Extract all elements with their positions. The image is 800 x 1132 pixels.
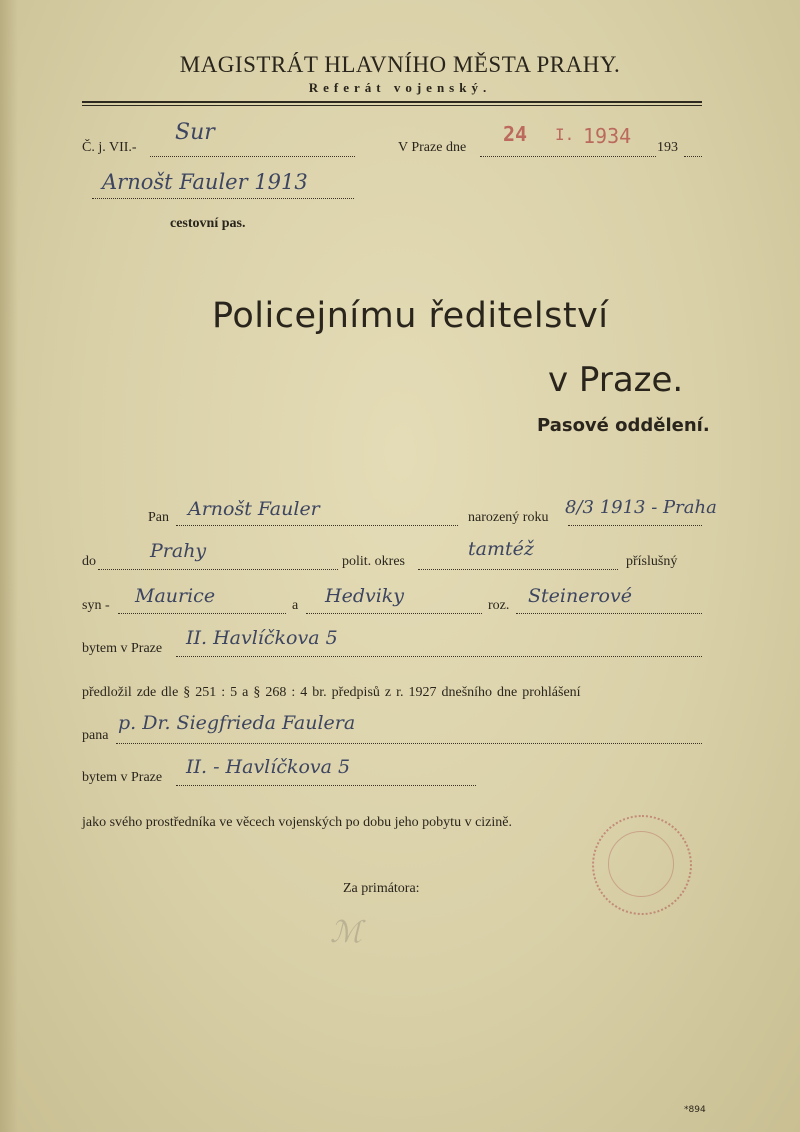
bytem2-dotted-line [176, 784, 476, 786]
date-dotted-line [480, 155, 656, 157]
faded-signature: ℳ [330, 915, 363, 950]
official-seal-stamp [592, 815, 692, 915]
syn-dotted-line [118, 612, 286, 614]
born-value-handwriting: 8/3 1913 - Praha [565, 497, 717, 518]
bytem2-label: bytem v Praze [82, 770, 163, 785]
syn-value-handwriting: Maurice [135, 585, 216, 607]
document-type: cestovní pas. [170, 216, 246, 231]
name-dotted-line [92, 197, 354, 199]
date-stamp-month: I. [555, 125, 575, 144]
a-label: a [292, 598, 299, 613]
roz-dotted-line [516, 612, 702, 614]
pana-label: pana [82, 728, 109, 743]
roz-label: roz. [488, 598, 510, 613]
pana-dotted-line [116, 742, 702, 744]
pana-value-handwriting: p. Dr. Siegfrieda Faulera [118, 712, 356, 734]
date-stamp-day: 24 [503, 122, 528, 146]
bytem-dotted-line [176, 655, 702, 657]
closing-text: jako svého prostředníka ve věcech vojenských po dobu jeho pobytu v cizině. [82, 815, 512, 830]
reference-handwriting: Sur [175, 120, 215, 145]
addressee-line-2: v Praze. [548, 360, 684, 400]
paper-edge [0, 0, 18, 1132]
a-dotted-line [306, 612, 482, 614]
born-dotted-line [568, 524, 702, 526]
okres-dotted-line [418, 568, 618, 570]
header-rule-thick [82, 101, 702, 103]
a-value-handwriting: Hedviky [325, 585, 405, 607]
seal-inner-ring [608, 831, 674, 897]
prislusny-label: příslušný [626, 554, 678, 569]
addressee-line-1: Policejnímu ředitelství [212, 296, 609, 336]
department-label: Pasové oddělení. [537, 415, 710, 436]
pan-dotted-line [176, 524, 458, 526]
signature-label: Za primátora: [343, 881, 420, 896]
do-value-handwriting: Prahy [150, 540, 207, 562]
roz-value-handwriting: Steinerové [528, 585, 632, 607]
bytem-value-handwriting: II. Havlíčkova 5 [186, 627, 338, 649]
bytem-label: bytem v Praze [82, 641, 163, 656]
reference-label: Č. j. VII.- [82, 140, 137, 155]
year-dotted-line [684, 155, 702, 157]
do-dotted-line [98, 568, 338, 570]
do-label: do [82, 554, 96, 569]
applicant-name-handwriting: Arnošt Fauler 1913 [102, 170, 308, 194]
syn-label: syn - [82, 598, 110, 613]
date-stamp-year: 1934 [583, 124, 632, 148]
year-suffix: 193 [657, 140, 678, 155]
reference-dotted-line [150, 155, 355, 157]
pan-label: Pan [148, 510, 169, 525]
form-number: *894 [684, 1105, 706, 1115]
pan-value-handwriting: Arnošt Fauler [188, 498, 320, 520]
okres-value-handwriting: tamtéž [468, 538, 534, 560]
office-subtitle: Referát vojenský. [308, 80, 492, 95]
office-title: MAGISTRÁT HLAVNÍHO MĚSTA PRAHY. [179, 52, 621, 77]
declaration-text: předložil zde dle § 251 : 5 a § 268 : 4 br. předpisů z r. 1927 dnešního dne prohlášení [82, 685, 581, 700]
born-label: narozený roku [468, 510, 549, 525]
place-date-label: V Praze dne [398, 140, 467, 155]
okres-label: polit. okres [342, 554, 405, 569]
header-rule-thin [82, 105, 702, 106]
bytem2-value-handwriting: II. - Havlíčkova 5 [186, 756, 351, 778]
